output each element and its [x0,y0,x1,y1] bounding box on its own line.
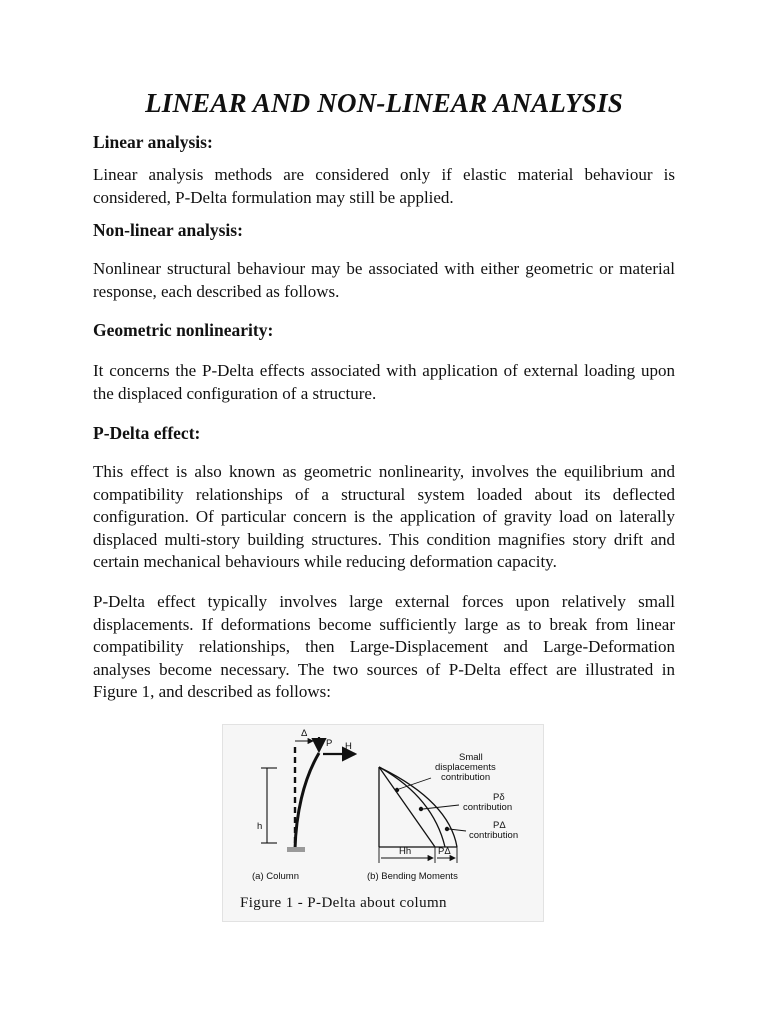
annotation-small-line3: contribution [441,772,491,783]
load-label: P [326,738,333,749]
annotation-p-small-delta-line2: contribution [463,802,513,813]
page-title: LINEAR AND NON-LINEAR ANALYSIS [145,88,623,118]
moment-panel-label: (b) Bending Moments [367,871,458,882]
figure-p-delta [222,724,544,922]
annotation-p-small-delta-line1: Pδ [493,792,505,803]
annotation-small-line2: displacements [435,762,496,773]
annotation-p-small-delta-dot [419,807,423,811]
p-small-delta-diagram [379,767,445,847]
displacement-label: Δ [301,728,308,739]
annotation-p-large-delta-line1: PΔ [493,820,506,831]
annotation-small-line1: Small [459,752,483,763]
figure-illustration [223,725,543,921]
annotation-p-large-delta-dot [445,827,449,831]
annotation-p-small-delta-leader [423,805,459,809]
deflected-column [295,753,319,849]
dim-hh-label: Hh [399,846,412,857]
dim-pdelta-label: PΔ [438,846,451,857]
paragraph-linear-analysis: Linear analysis methods are considered only if elastic material behaviour is considered, P-Delta formulation may still be applied. [93,165,675,207]
heading-non-linear-analysis: Non-linear analysis: [93,220,243,240]
height-label: h [257,821,263,832]
heading-linear-analysis: Linear analysis: [93,132,213,152]
annotation-small-dot [395,788,399,792]
column-panel-label: (a) Column [252,871,299,882]
column-panel [252,728,355,882]
column-base [287,847,305,852]
lateral-load-label: H [345,741,352,752]
heading-geometric-nonlinearity: Geometric nonlinearity: [93,320,274,340]
heading-p-delta-effect: P-Delta effect: [93,423,201,443]
paragraph-p-delta-effect-1: This effect is also known as geometric nonlinearity, involves the equilibrium and compatibility relationships of a structural system loaded about its deflected configuration. Of particular concern is the application of gravity load on laterally displaced multi-story building structures. This condition magnifies story drift and certain mechanical behaviours while reducing deformation capacity. [93,462,675,571]
paragraph-p-delta-effect-2: P-Delta effect typically involves large external forces upon relatively small displacements. If deformations become sufficiently large as to break from linear compatibility relationships, then Large-Displacement and Large-Deformation analyses become necessary. The two sources of P-Delta effect are illustrated in Figure 1, and described as follows: [93,592,675,701]
moment-panel [367,752,518,882]
annotation-p-large-delta-line2: contribution [469,830,519,841]
paragraph-non-linear-analysis: Nonlinear structural behaviour may be associated with either geometric or material response, each described as follows. [93,259,675,301]
figure-caption: Figure 1 - P-Delta about column [240,895,447,911]
paragraph-geometric-nonlinearity: It concerns the P-Delta effects associated with application of external loading upon the displaced configuration of a structure. [93,361,675,403]
